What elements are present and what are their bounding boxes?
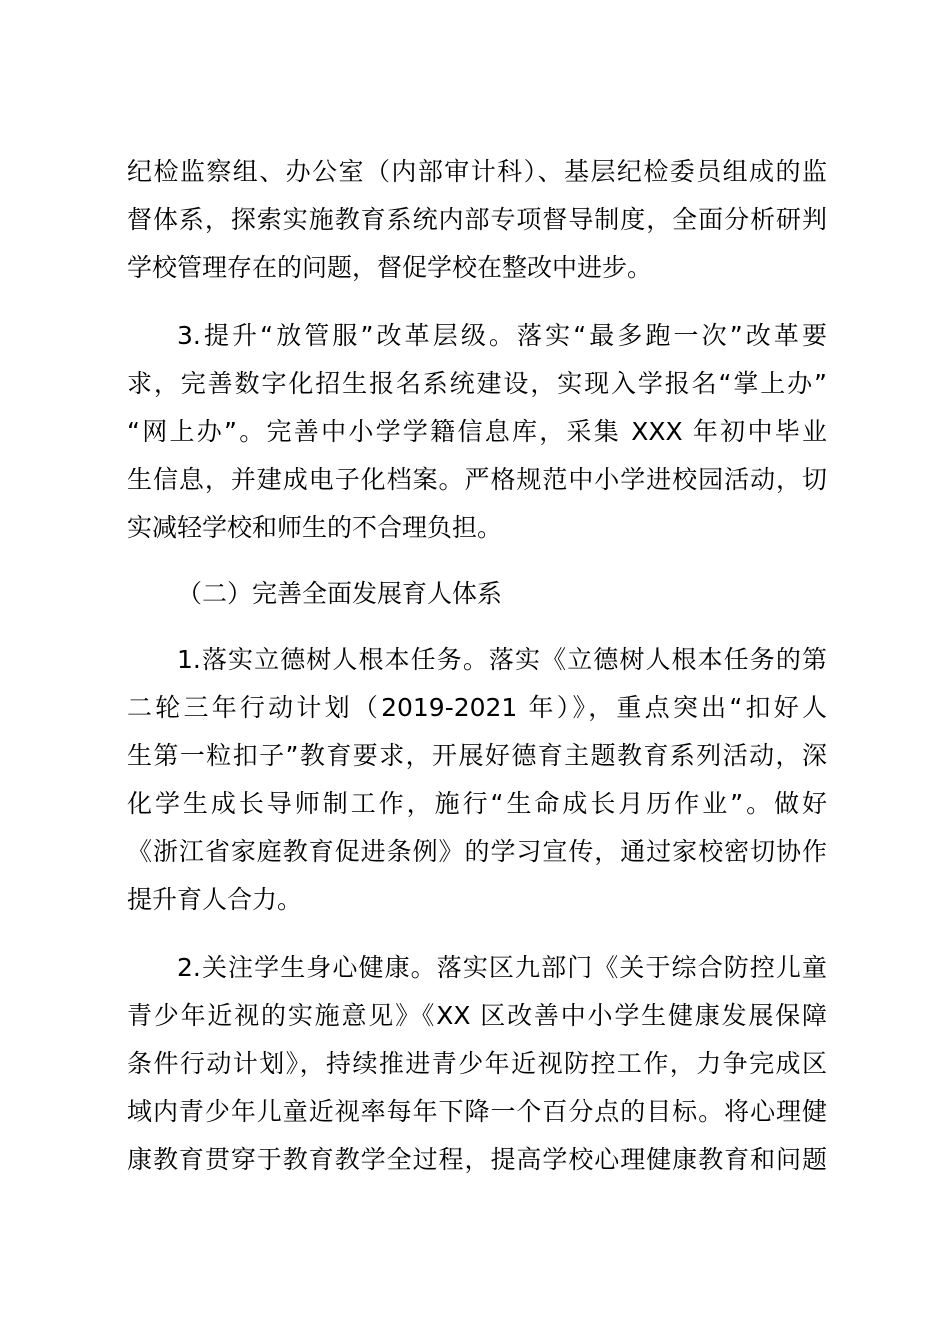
text-line: 1.落实立德树人根本任务。落实《立德树人根本任务的第 xyxy=(177,645,827,674)
text-line: “网上办”。完善中小学学籍信息库，采集 XXX 年初中毕业 xyxy=(127,417,827,446)
paragraph-moral-education xyxy=(127,636,827,924)
text-line: 3.提升“放管服”改革层级。落实“最多跑一次”改革要 xyxy=(177,321,827,350)
paragraph-student-health xyxy=(127,944,827,1184)
text-line: 生第一粒扣子”教育要求，开展好德育主题教育系列活动，深 xyxy=(127,741,827,770)
text-line: 学校管理存在的问题，督促学校在整改中进步。 xyxy=(127,253,653,282)
text-line: 实减轻学校和师生的不合理负担。 xyxy=(127,513,503,542)
text-line: 2.关注学生身心健康。落实区九部门《关于综合防控儿童 xyxy=(177,953,827,982)
text-line: 纪检监察组、办公室（内部审计科）、基层纪检委员组成的监 xyxy=(127,157,827,186)
text-line: 康教育贯穿于教育教学全过程，提高学校心理健康教育和问题 xyxy=(127,1145,827,1174)
document-page xyxy=(127,148,827,1184)
section-heading: （二）完善全面发展育人体系 xyxy=(177,579,503,608)
text-line: 生信息，并建成电子化档案。严格规范中小学进校园活动，切 xyxy=(127,465,827,494)
paragraph-reform xyxy=(127,312,827,552)
text-line: 督体系，探索实施教育系统内部专项督导制度，全面分析研判 xyxy=(127,205,827,234)
text-line: 求，完善数字化招生报名系统建设，实现入学报名“掌上办” xyxy=(127,369,827,398)
paragraph-supervision xyxy=(127,148,827,292)
text-line: 二轮三年行动计划（2019-2021 年）》，重点突出“扣好人 xyxy=(127,693,827,722)
text-line: 提升育人合力。 xyxy=(127,885,303,914)
text-line: 化学生成长导师制工作，施行“生命成长月历作业”。做好 xyxy=(127,789,827,818)
text-line: 域内青少年儿童近视率每年下降一个百分点的目标。将心理健 xyxy=(127,1097,827,1126)
text-line: 青少年近视的实施意见》《XX 区改善中小学生健康发展保障 xyxy=(127,1001,827,1030)
text-line: 条件行动计划》，持续推进青少年近视防控工作，力争完成区 xyxy=(127,1049,827,1078)
text-line: 《浙江省家庭教育促进条例》的学习宣传，通过家校密切协作 xyxy=(127,837,827,866)
